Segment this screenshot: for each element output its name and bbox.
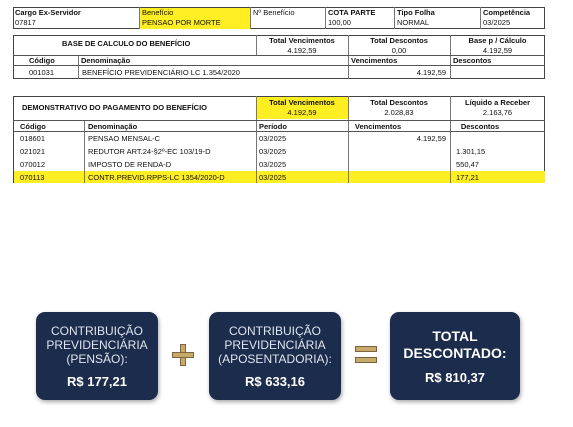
demo-liquido-value: 2.163,76 <box>482 108 513 117</box>
demo-row-descontos: 1.301,15 <box>456 147 486 156</box>
plus-icon <box>172 344 194 366</box>
equals-icon <box>355 345 377 365</box>
demo-row-descontos: 177,21 <box>456 173 479 182</box>
demo-row-periodo: 03/2025 <box>259 160 287 169</box>
demo-title: DEMONSTRATIVO DO PAGAMENTO DO BENEFÍCIO <box>22 103 208 112</box>
demo-row-vencimentos <box>348 146 448 148</box>
demo-row-vencimentos <box>348 172 448 174</box>
base-row-descontos <box>450 67 542 69</box>
demo-row-codigo: 021021 <box>20 147 46 156</box>
demo-row-descontos <box>454 133 458 135</box>
demo-row-vencimentos <box>348 159 448 161</box>
card-apos-line2: PREVIDENCIÁRIA <box>224 337 326 352</box>
demo-total-venc-value: 4.192,59 <box>287 108 317 117</box>
competencia-label: Competência <box>483 8 531 17</box>
tipo-value: NORMAL <box>397 18 430 27</box>
demo-row-denominacao: IMPOSTO DE RENDA-D <box>88 160 172 169</box>
base-calc-label: Base p / Cálculo <box>468 36 527 45</box>
demo-row-codigo: 018601 <box>20 134 46 143</box>
demo-row-codigo: 070113 <box>20 173 45 182</box>
demo-col-descontos: Descontos <box>460 122 500 131</box>
demo-col-periodo: Período <box>259 122 287 131</box>
demo-col-denominacao: Denominação <box>88 122 138 131</box>
beneficio-label: Benefício <box>142 8 174 17</box>
card-apos-line1: CONTRIBUIÇÃO <box>228 323 321 338</box>
card-aposentadoria <box>209 312 341 400</box>
card-apos-line3: (APOSENTADORIA): <box>218 351 332 366</box>
beneficio-value: PENSAO POR MORTE <box>142 18 221 27</box>
demo-total-venc-label: Total Vencimentos <box>269 98 335 107</box>
demo-col-codigo: Código <box>20 122 46 131</box>
base-row-denominacao: BENEFÍCIO PREVIDENCIÁRIO LC 1.354/2020 <box>82 68 240 77</box>
demo-row-denominacao: CONTR.PREVID.RPPS-LC 1354/2020-D <box>88 173 225 182</box>
base-calc-value: 4.192,59 <box>482 46 513 55</box>
demo-row-vencimentos: 4.192,59 <box>416 134 446 143</box>
demo-row-periodo: 03/2025 <box>259 173 287 182</box>
base-col-denominacao: Denominação <box>81 56 131 65</box>
base-total-venc-label: Total Vencimentos <box>269 36 335 45</box>
card-total-value: R$ 810,37 <box>425 369 485 385</box>
base-col-vencimentos: Vencimentos <box>351 56 398 65</box>
demo-col-vencimentos: Vencimentos <box>354 122 402 131</box>
cota-value: 100,00 <box>328 18 351 27</box>
competencia-value: 03/2025 <box>483 18 511 27</box>
card-pensao-line2: PREVIDENCIÁRIA <box>46 337 148 352</box>
card-total-line1: TOTAL <box>432 327 478 344</box>
demo-row-denominacao: PENSAO MENSAL-C <box>88 134 161 143</box>
demo-row-codigo: 070012 <box>20 160 46 169</box>
cargo-label: Cargo Ex-Servidor <box>15 8 81 17</box>
nbeneficio-label: Nº Benefício <box>253 8 295 17</box>
base-row-codigo: 001031 <box>29 68 55 77</box>
demo-liquido-label: Líquido a Receber <box>464 98 530 107</box>
base-col-codigo: Código <box>29 56 55 65</box>
base-title: BASE DE CALCULO DO BENEFÍCIO <box>62 39 191 48</box>
nbeneficio-value <box>251 17 255 19</box>
cargo-value: 07817 <box>15 18 36 27</box>
demo-total-desc-value: 2.028,83 <box>384 108 414 117</box>
card-pensao-line1: CONTRIBUIÇÃO <box>50 323 143 338</box>
card-total <box>390 312 520 400</box>
demo-total-desc-label: Total Descontos <box>370 98 428 107</box>
base-total-desc-label: Total Descontos <box>370 36 428 45</box>
base-total-venc-value: 4.192,59 <box>287 46 317 55</box>
card-pensao <box>36 312 158 400</box>
base-col-descontos: Descontos <box>453 56 492 65</box>
demo-row-periodo: 03/2025 <box>259 147 287 156</box>
demo-row-periodo: 03/2025 <box>259 134 287 143</box>
card-pensao-line3: (PENSÃO): <box>66 351 128 366</box>
cota-label: COTA PARTE <box>328 8 376 17</box>
card-apos-value: R$ 633,16 <box>245 373 305 389</box>
tipo-label: Tipo Folha <box>397 8 435 17</box>
demo-row-denominacao: REDUTOR ART.24-§2º-EC 103/19-D <box>88 147 211 156</box>
base-total-desc-value: 0,00 <box>391 46 407 55</box>
card-total-line2: DESCONTADO: <box>403 344 507 361</box>
demo-row-descontos: 550,47 <box>456 160 479 169</box>
card-pensao-value: R$ 177,21 <box>67 373 127 389</box>
base-row-vencimentos: 4.192,59 <box>416 68 446 77</box>
